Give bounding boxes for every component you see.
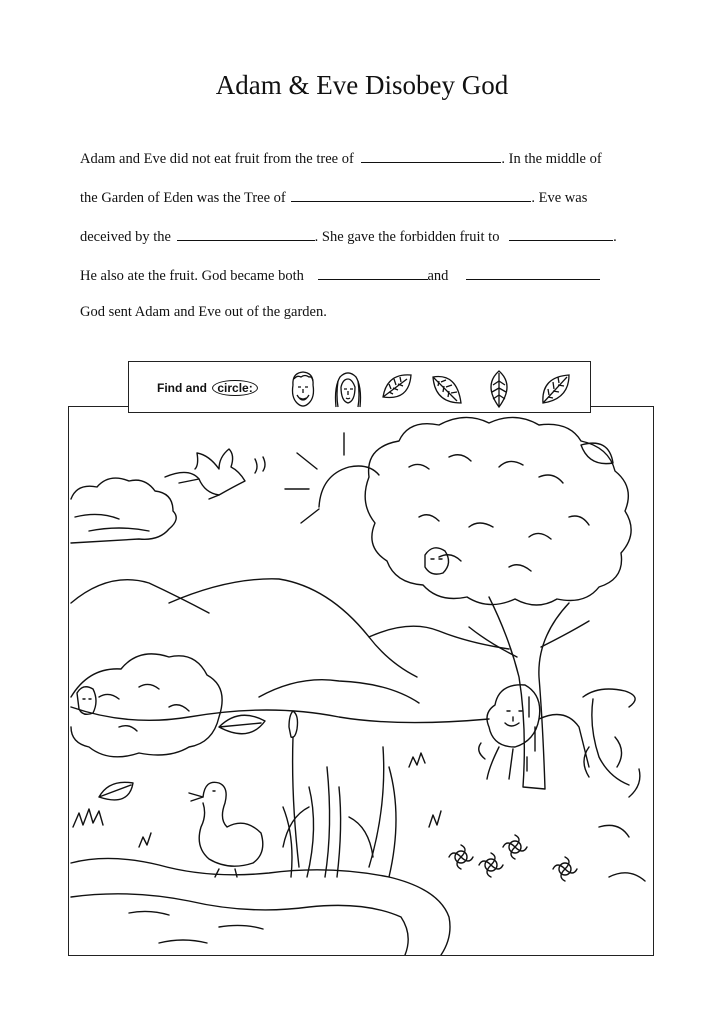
fill-in-blank-6[interactable] bbox=[466, 266, 600, 280]
hidden-eve-face bbox=[77, 687, 96, 715]
sentence-line-2 bbox=[80, 188, 587, 207]
hills bbox=[71, 579, 509, 723]
leaf-icon[interactable] bbox=[479, 367, 519, 411]
sun-icon bbox=[285, 433, 379, 523]
tree-icon bbox=[365, 417, 631, 789]
garden-scene-illustration bbox=[68, 406, 654, 956]
fill-in-blank-5[interactable] bbox=[318, 266, 428, 280]
fill-in-blank-3[interactable] bbox=[177, 227, 315, 241]
sentence-line-4 bbox=[80, 266, 600, 285]
eve-face-icon[interactable] bbox=[328, 367, 368, 411]
circle-word: circle: bbox=[212, 380, 257, 396]
river bbox=[71, 858, 450, 955]
sentence-line-5: God sent Adam and Eve out of the garden. bbox=[80, 304, 327, 320]
sentence-text: . She gave the forbidden fruit to bbox=[314, 229, 500, 245]
leaf-icon[interactable] bbox=[377, 367, 417, 411]
leaf-icon bbox=[99, 782, 133, 800]
sentence-text: Adam and Eve did not eat fruit from the tree of bbox=[80, 151, 354, 167]
find-label bbox=[157, 380, 258, 396]
bush bbox=[71, 654, 222, 757]
grass bbox=[73, 753, 441, 847]
leaf-icon bbox=[219, 715, 265, 734]
flowers bbox=[449, 737, 645, 881]
lion-icon bbox=[479, 685, 635, 785]
sentence-text: . Eve was bbox=[531, 190, 588, 206]
leaf-icon[interactable] bbox=[427, 367, 467, 411]
dove-icon bbox=[165, 449, 265, 499]
page-title: Adam & Eve Disobey God bbox=[215, 70, 509, 100]
cattails bbox=[283, 711, 396, 877]
find-and-circle-box bbox=[128, 361, 591, 413]
sentence-text: and bbox=[427, 268, 449, 284]
hidden-adam-face bbox=[425, 548, 449, 574]
fill-in-blank-4[interactable] bbox=[509, 227, 613, 241]
leaf-icon[interactable] bbox=[535, 367, 575, 411]
sentence-text: . bbox=[613, 229, 617, 245]
adam-face-icon[interactable] bbox=[283, 367, 323, 411]
sentence-text: the Garden of Eden was the Tree of bbox=[80, 190, 286, 206]
sentence-text: deceived by the bbox=[80, 229, 171, 245]
fill-in-blank-1[interactable] bbox=[361, 149, 501, 163]
sentence-line-1 bbox=[80, 149, 602, 168]
sentence-text: . In the middle of bbox=[501, 151, 602, 167]
duck-icon bbox=[189, 782, 263, 877]
sentence-text: He also ate the fruit. God became both bbox=[80, 268, 304, 284]
sentence-line-3 bbox=[80, 227, 617, 246]
find-label-text: Find and bbox=[157, 381, 207, 395]
cloud-icon bbox=[71, 478, 176, 543]
fill-in-blank-2[interactable] bbox=[291, 188, 531, 202]
